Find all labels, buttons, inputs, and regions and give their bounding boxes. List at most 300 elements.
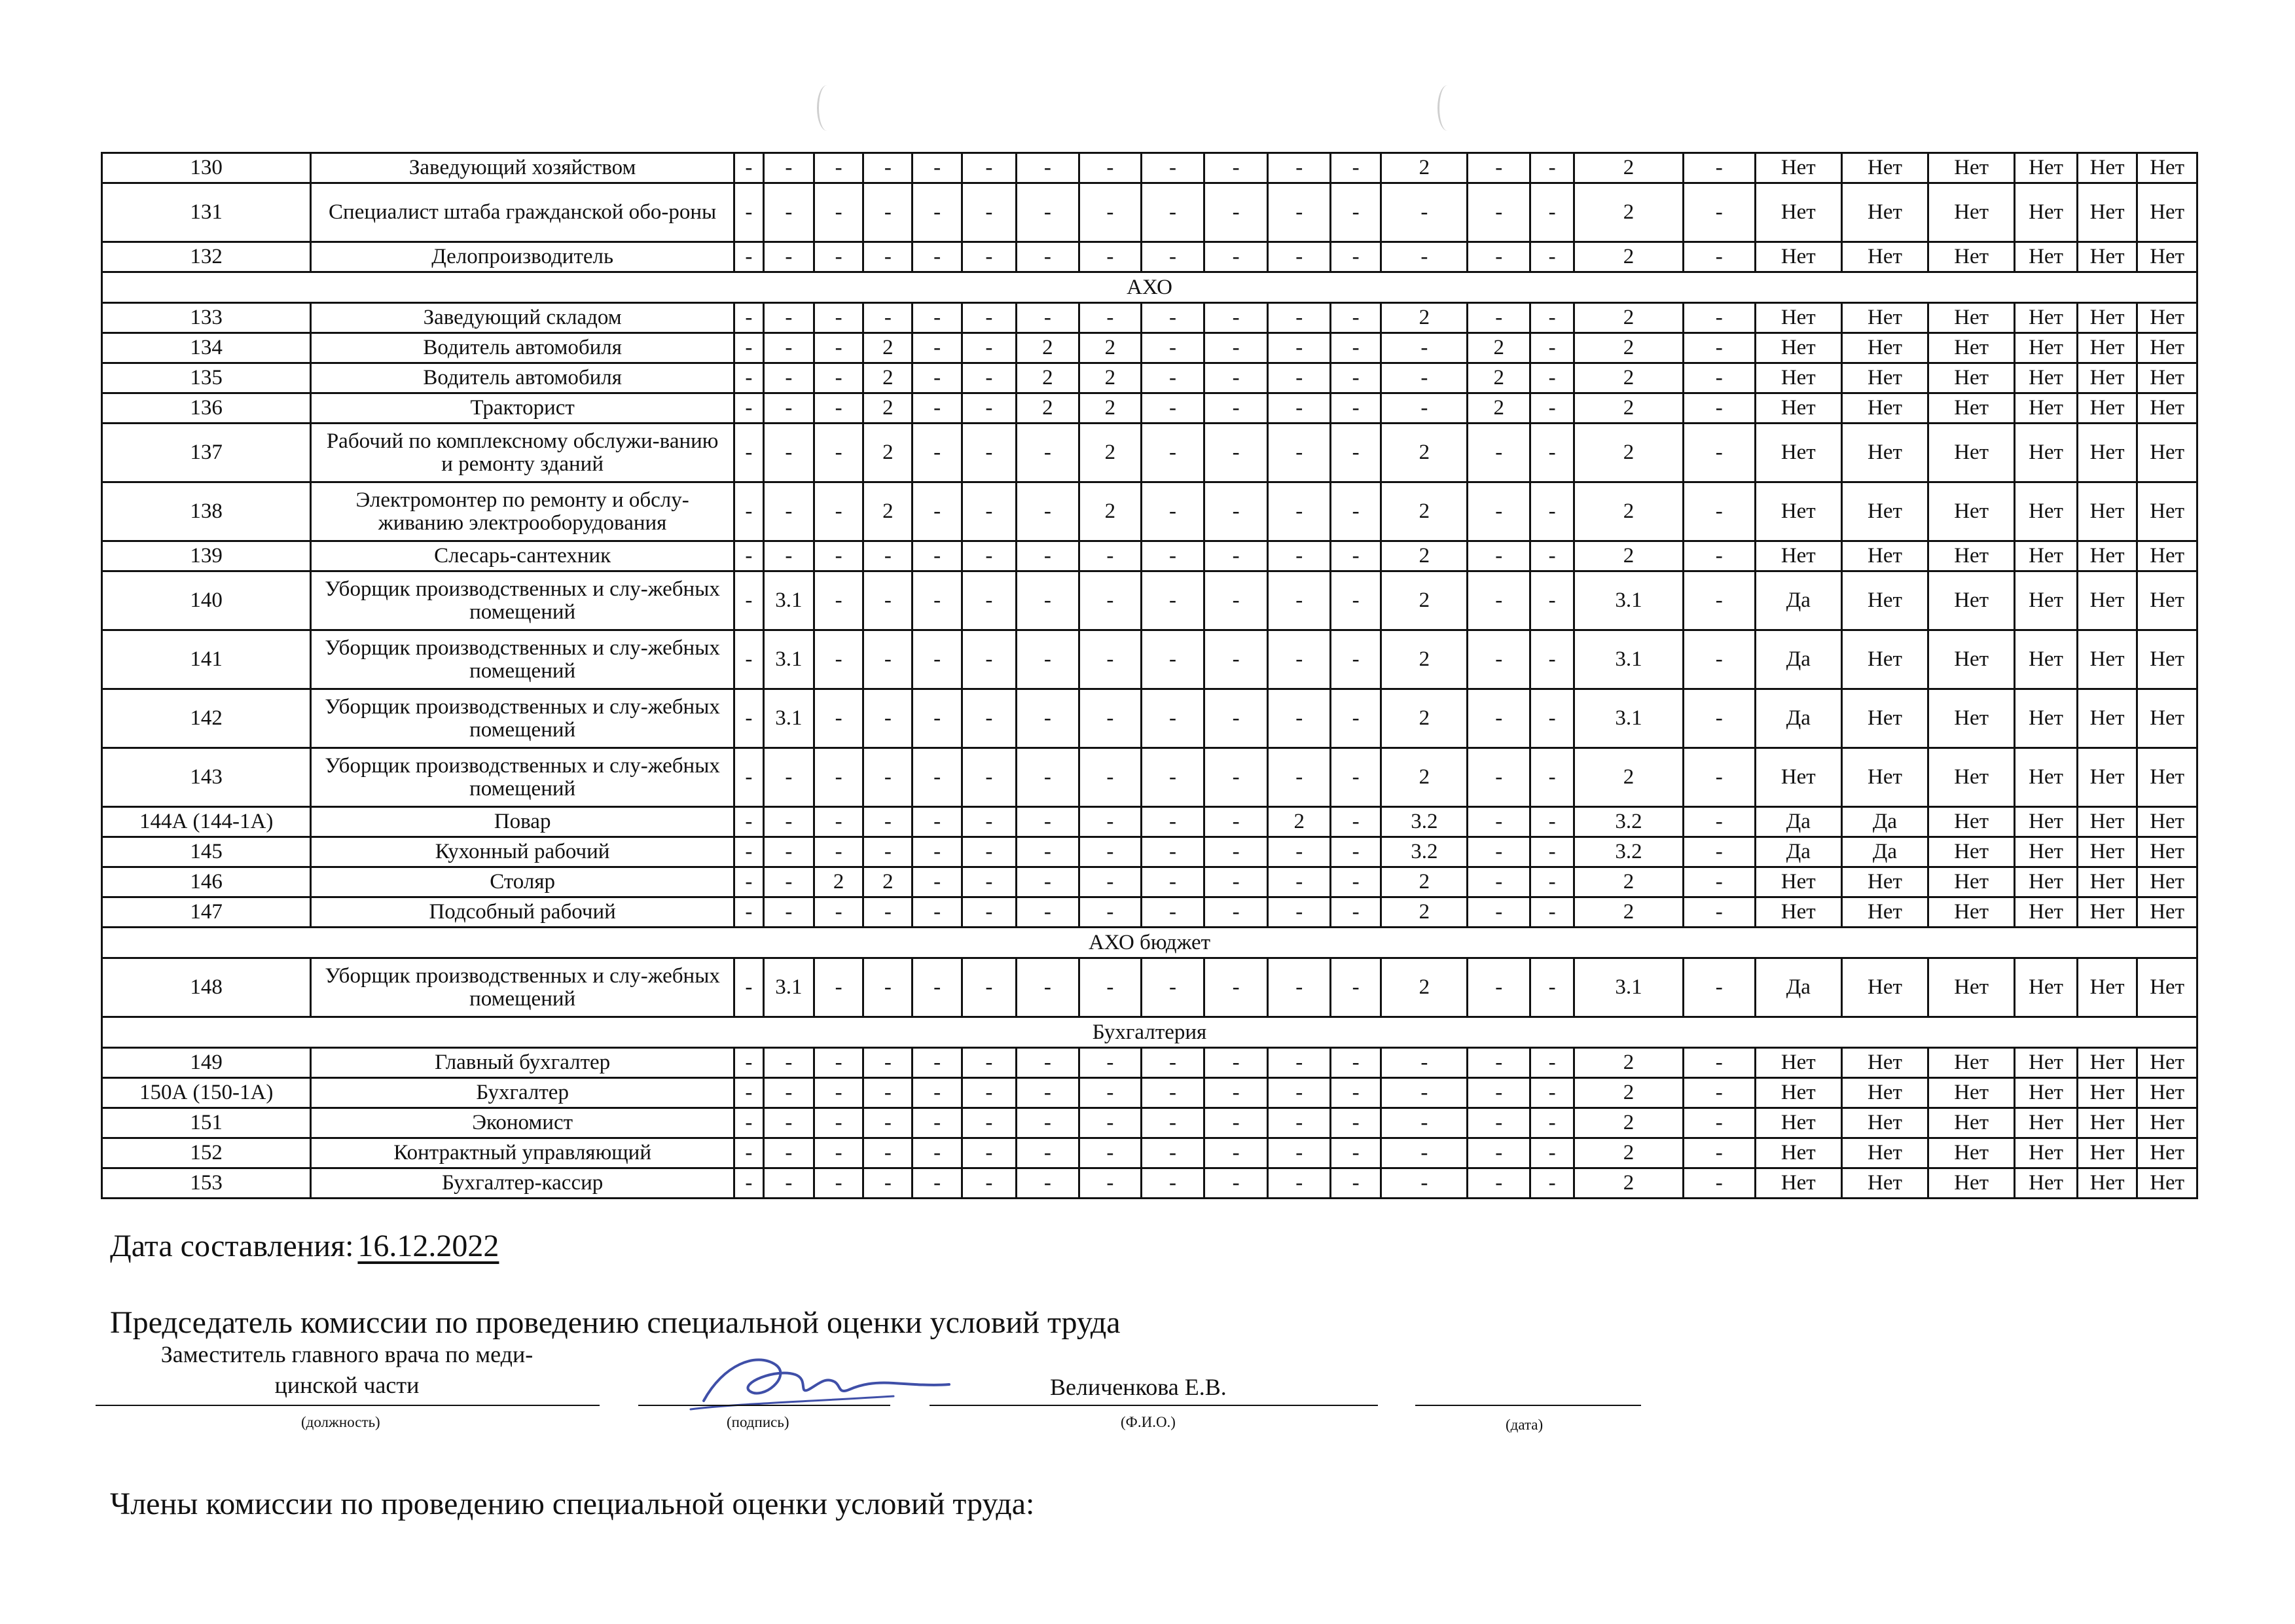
value-cell: - <box>1017 303 1079 333</box>
value-cell: 2 <box>1574 1078 1684 1108</box>
date-line <box>1415 1405 1641 1406</box>
table-row <box>102 807 2197 837</box>
value-cell: Нет <box>1928 303 2015 333</box>
value-cell: - <box>1683 807 1755 837</box>
value-cell: - <box>1683 393 1755 424</box>
value-cell: - <box>1683 1048 1755 1078</box>
value-cell: 3.2 <box>1574 807 1684 837</box>
value-cell: Нет <box>1928 482 2015 541</box>
value-cell: - <box>1468 1048 1530 1078</box>
value-cell: - <box>1530 630 1574 689</box>
value-cell: Нет <box>2137 363 2197 393</box>
value-cell: Нет <box>2137 183 2197 242</box>
value-cell: - <box>962 393 1016 424</box>
value-cell: - <box>1142 630 1204 689</box>
value-cell: - <box>1683 897 1755 928</box>
value-cell: Нет <box>1755 1078 1841 1108</box>
value-cell: - <box>962 242 1016 272</box>
value-cell: Нет <box>2015 153 2078 183</box>
value-cell: 2 <box>863 867 913 897</box>
value-cell: - <box>1142 333 1204 363</box>
value-cell: Нет <box>1841 393 1928 424</box>
value-cell: Нет <box>1928 571 2015 630</box>
value-cell: Нет <box>2077 1078 2137 1108</box>
value-cell: Да <box>1755 807 1841 837</box>
value-cell: Нет <box>1928 333 2015 363</box>
value-cell: - <box>962 1108 1016 1138</box>
row-number-cell: 148 <box>102 958 311 1017</box>
value-cell: - <box>1079 897 1142 928</box>
value-cell: - <box>913 1138 962 1168</box>
value-cell: Нет <box>2137 571 2197 630</box>
value-cell: - <box>814 541 863 571</box>
value-cell: - <box>1204 1108 1268 1138</box>
value-cell: Нет <box>2015 748 2078 807</box>
position-name-cell: Кухонный рабочий <box>311 837 734 867</box>
value-cell: - <box>1079 689 1142 748</box>
table-row <box>102 183 2197 242</box>
value-cell: - <box>1530 1048 1574 1078</box>
position-name-cell: Бухгалтер-кассир <box>311 1168 734 1199</box>
value-cell: 2 <box>1381 748 1468 807</box>
value-cell: Нет <box>2015 242 2078 272</box>
value-cell: - <box>1204 571 1268 630</box>
value-cell: - <box>763 807 814 837</box>
value-cell: Нет <box>2137 153 2197 183</box>
value-cell: Нет <box>1928 153 2015 183</box>
row-number-cell: 143 <box>102 748 311 807</box>
scan-artifact <box>817 85 837 131</box>
value-cell: 2 <box>1574 482 1684 541</box>
value-cell: Нет <box>1841 333 1928 363</box>
position-name-cell: Уборщик производственных и слу-жебных помещений <box>311 689 734 748</box>
value-cell: - <box>962 958 1016 1017</box>
value-cell: Нет <box>1841 748 1928 807</box>
value-cell: - <box>962 183 1016 242</box>
value-cell: Нет <box>1755 303 1841 333</box>
value-cell: - <box>734 303 763 333</box>
value-cell: - <box>1530 689 1574 748</box>
value-cell: - <box>962 1078 1016 1108</box>
table-row <box>102 482 2197 541</box>
value-cell: - <box>913 571 962 630</box>
value-cell: - <box>1079 303 1142 333</box>
value-cell: - <box>1079 541 1142 571</box>
value-cell: - <box>734 807 763 837</box>
value-cell: - <box>763 424 814 482</box>
position-name-cell: Тракторист <box>311 393 734 424</box>
value-cell: - <box>763 1078 814 1108</box>
value-cell: Нет <box>1928 541 2015 571</box>
members-heading: Члены комиссии по проведению специальной оценки условий труда: <box>110 1487 1035 1521</box>
value-cell: - <box>1381 1168 1468 1199</box>
value-cell: 2 <box>1381 958 1468 1017</box>
value-cell: Да <box>1755 958 1841 1017</box>
value-cell: - <box>1530 837 1574 867</box>
value-cell: - <box>1530 424 1574 482</box>
value-cell: Нет <box>2137 424 2197 482</box>
value-cell: - <box>1017 1108 1079 1138</box>
value-cell: Нет <box>1841 541 1928 571</box>
row-number-cell: 151 <box>102 1108 311 1138</box>
value-cell: - <box>1017 541 1079 571</box>
value-cell: - <box>1142 1168 1204 1199</box>
value-cell: Нет <box>2077 897 2137 928</box>
value-cell: - <box>814 837 863 867</box>
value-cell: - <box>863 183 913 242</box>
value-cell: Нет <box>2077 748 2137 807</box>
value-cell: - <box>1268 837 1331 867</box>
value-cell: Да <box>1841 837 1928 867</box>
value-cell: Нет <box>1928 1078 2015 1108</box>
value-cell: - <box>763 541 814 571</box>
value-cell: 2 <box>1381 541 1468 571</box>
section-row <box>102 272 2197 303</box>
value-cell: - <box>863 242 913 272</box>
value-cell: - <box>1468 689 1530 748</box>
value-cell: - <box>814 1168 863 1199</box>
value-cell: Нет <box>1928 748 2015 807</box>
value-cell: - <box>1330 1168 1381 1199</box>
position-name-cell: Подсобный рабочий <box>311 897 734 928</box>
value-cell: - <box>863 571 913 630</box>
value-cell: 2 <box>1017 333 1079 363</box>
value-cell: - <box>962 153 1016 183</box>
value-cell: - <box>1530 482 1574 541</box>
value-cell: - <box>1330 689 1381 748</box>
value-cell: - <box>1468 1108 1530 1138</box>
value-cell: - <box>1204 689 1268 748</box>
value-cell: - <box>863 303 913 333</box>
value-cell: - <box>1468 1138 1530 1168</box>
value-cell: - <box>962 303 1016 333</box>
value-cell: - <box>1683 1078 1755 1108</box>
position-name-cell: Главный бухгалтер <box>311 1048 734 1078</box>
value-cell: - <box>1017 837 1079 867</box>
value-cell: - <box>1204 424 1268 482</box>
position-name-cell: Уборщик производственных и слу-жебных помещений <box>311 958 734 1017</box>
value-cell: - <box>814 1138 863 1168</box>
value-cell: Да <box>1755 630 1841 689</box>
value-cell: Нет <box>2077 363 2137 393</box>
value-cell: - <box>863 630 913 689</box>
value-cell: - <box>814 333 863 363</box>
chairman-position-line1: Заместитель главного врача по меди- <box>160 1341 533 1367</box>
position-name-cell: Уборщик производственных и слу-жебных помещений <box>311 748 734 807</box>
value-cell: - <box>734 571 763 630</box>
value-cell: - <box>1683 363 1755 393</box>
value-cell: - <box>962 541 1016 571</box>
value-cell: Нет <box>2077 333 2137 363</box>
value-cell: - <box>1142 958 1204 1017</box>
value-cell: 2 <box>1574 1168 1684 1199</box>
value-cell: Нет <box>2077 630 2137 689</box>
value-cell: 2 <box>1468 363 1530 393</box>
value-cell: Нет <box>1755 424 1841 482</box>
value-cell: Нет <box>1928 1138 2015 1168</box>
value-cell: 2 <box>1574 1108 1684 1138</box>
value-cell: - <box>1468 303 1530 333</box>
value-cell: - <box>1204 333 1268 363</box>
table-row <box>102 748 2197 807</box>
row-number-cell: 142 <box>102 689 311 748</box>
value-cell: 3.2 <box>1381 837 1468 867</box>
value-cell: Нет <box>2077 958 2137 1017</box>
value-cell: - <box>913 303 962 333</box>
value-cell: - <box>913 630 962 689</box>
value-cell: - <box>1468 424 1530 482</box>
value-cell: Нет <box>1755 867 1841 897</box>
value-cell: - <box>962 867 1016 897</box>
section-label: Бухгалтерия <box>102 1017 2197 1048</box>
value-cell: - <box>962 748 1016 807</box>
value-cell: Нет <box>1841 1168 1928 1199</box>
value-cell: - <box>1017 242 1079 272</box>
date-value: 16.12.2022 <box>357 1229 499 1263</box>
value-cell: - <box>814 153 863 183</box>
value-cell: - <box>734 333 763 363</box>
value-cell: - <box>1530 1168 1574 1199</box>
value-cell: - <box>1204 958 1268 1017</box>
value-cell: - <box>1017 958 1079 1017</box>
value-cell: - <box>1530 303 1574 333</box>
value-cell: - <box>763 837 814 867</box>
value-cell: - <box>814 363 863 393</box>
value-cell: - <box>1268 153 1331 183</box>
value-cell: - <box>814 482 863 541</box>
value-cell: - <box>1079 242 1142 272</box>
value-cell: Нет <box>1928 1048 2015 1078</box>
value-cell: - <box>763 1108 814 1138</box>
value-cell: Нет <box>1755 183 1841 242</box>
value-cell: Нет <box>2077 1168 2137 1199</box>
value-cell: - <box>1468 242 1530 272</box>
value-cell: - <box>1268 1108 1331 1138</box>
value-cell: - <box>1268 867 1331 897</box>
value-cell: - <box>1530 958 1574 1017</box>
value-cell: - <box>913 1168 962 1199</box>
value-cell: - <box>1683 482 1755 541</box>
value-cell: - <box>1017 183 1079 242</box>
value-cell: Нет <box>1755 748 1841 807</box>
value-cell: - <box>1142 1048 1204 1078</box>
row-number-cell: 147 <box>102 897 311 928</box>
value-cell: - <box>1330 1048 1381 1078</box>
value-cell: 2 <box>1574 333 1684 363</box>
value-cell: Нет <box>2015 1168 2078 1199</box>
value-cell: Нет <box>1755 363 1841 393</box>
table-row <box>102 837 2197 867</box>
value-cell: - <box>763 482 814 541</box>
value-cell: Нет <box>2015 303 2078 333</box>
value-cell: - <box>1079 837 1142 867</box>
value-cell: - <box>962 424 1016 482</box>
value-cell: - <box>1268 303 1331 333</box>
row-number-cell: 136 <box>102 393 311 424</box>
value-cell: - <box>1079 183 1142 242</box>
value-cell: Нет <box>2137 1168 2197 1199</box>
value-cell: - <box>763 303 814 333</box>
value-cell: Нет <box>1755 541 1841 571</box>
position-name-cell: Бухгалтер <box>311 1078 734 1108</box>
value-cell: - <box>734 482 763 541</box>
value-cell: - <box>1142 153 1204 183</box>
value-cell: - <box>1530 807 1574 837</box>
value-cell: - <box>863 1138 913 1168</box>
value-cell: - <box>1683 958 1755 1017</box>
value-cell: - <box>1268 424 1331 482</box>
row-number-cell: 137 <box>102 424 311 482</box>
value-cell: - <box>1268 748 1331 807</box>
value-cell: - <box>962 689 1016 748</box>
value-cell: Нет <box>1928 1108 2015 1138</box>
value-cell: - <box>913 1078 962 1108</box>
value-cell: 3.1 <box>763 958 814 1017</box>
value-cell: - <box>1204 867 1268 897</box>
chairman-signature <box>678 1339 952 1424</box>
value-cell: Нет <box>1755 333 1841 363</box>
value-cell: 2 <box>1079 424 1142 482</box>
value-cell: Да <box>1841 807 1928 837</box>
value-cell: - <box>1330 807 1381 837</box>
value-cell: Нет <box>1841 630 1928 689</box>
value-cell: Нет <box>2015 897 2078 928</box>
value-cell: - <box>962 363 1016 393</box>
value-cell: - <box>913 393 962 424</box>
value-cell: Нет <box>2077 837 2137 867</box>
value-cell: - <box>1142 393 1204 424</box>
row-number-cell: 132 <box>102 242 311 272</box>
value-cell: Нет <box>2077 1108 2137 1138</box>
value-cell: Нет <box>1928 630 2015 689</box>
value-cell: 2 <box>1574 1048 1684 1078</box>
value-cell: Нет <box>2015 363 2078 393</box>
value-cell: - <box>1142 1138 1204 1168</box>
value-cell: - <box>1017 807 1079 837</box>
table-row <box>102 424 2197 482</box>
value-cell: 2 <box>1574 897 1684 928</box>
value-cell: Нет <box>1755 897 1841 928</box>
value-cell: - <box>1204 748 1268 807</box>
value-cell: - <box>1683 242 1755 272</box>
position-name-cell: Уборщик производственных и слу-жебных помещений <box>311 630 734 689</box>
value-cell: - <box>763 333 814 363</box>
row-number-cell: 144А (144-1А) <box>102 807 311 837</box>
value-cell: - <box>734 424 763 482</box>
value-cell: - <box>734 837 763 867</box>
value-cell: - <box>1079 1108 1142 1138</box>
value-cell: Нет <box>1755 393 1841 424</box>
chairman-heading: Председатель комиссии по проведению специальной оценки условий труда <box>110 1305 1121 1340</box>
value-cell: Нет <box>1841 1078 1928 1108</box>
table-row <box>102 1078 2197 1108</box>
value-cell: 2 <box>1017 363 1079 393</box>
value-cell: - <box>1204 482 1268 541</box>
value-cell: - <box>1381 1108 1468 1138</box>
value-cell: Нет <box>1841 424 1928 482</box>
value-cell: - <box>1017 1078 1079 1108</box>
value-cell: 2 <box>1381 303 1468 333</box>
value-cell: 2 <box>1574 748 1684 807</box>
value-cell: - <box>1330 242 1381 272</box>
value-cell: - <box>1079 867 1142 897</box>
value-cell: - <box>1142 571 1204 630</box>
value-cell: - <box>1330 333 1381 363</box>
value-cell: - <box>1683 867 1755 897</box>
value-cell: Нет <box>1928 867 2015 897</box>
value-cell: - <box>734 1168 763 1199</box>
value-cell: - <box>1079 748 1142 807</box>
value-cell: - <box>1683 333 1755 363</box>
value-cell: 2 <box>1381 630 1468 689</box>
table-row <box>102 897 2197 928</box>
value-cell: - <box>814 1108 863 1138</box>
value-cell: - <box>1204 1138 1268 1168</box>
value-cell: - <box>1330 837 1381 867</box>
value-cell: 2 <box>1574 303 1684 333</box>
value-cell: - <box>763 748 814 807</box>
value-cell: - <box>1268 242 1331 272</box>
value-cell: - <box>1468 958 1530 1017</box>
value-cell: Нет <box>1841 571 1928 630</box>
value-cell: - <box>1683 541 1755 571</box>
value-cell: Нет <box>2137 1138 2197 1168</box>
value-cell: - <box>1204 183 1268 242</box>
value-cell: - <box>1142 897 1204 928</box>
value-cell: - <box>734 363 763 393</box>
value-cell: - <box>1530 153 1574 183</box>
value-cell: 2 <box>863 424 913 482</box>
value-cell: 2 <box>1381 867 1468 897</box>
value-cell: - <box>1381 1078 1468 1108</box>
value-cell: Нет <box>1841 958 1928 1017</box>
row-number-cell: 131 <box>102 183 311 242</box>
value-cell: - <box>1079 807 1142 837</box>
row-number-cell: 133 <box>102 303 311 333</box>
value-cell: - <box>1204 1168 1268 1199</box>
position-line <box>96 1405 600 1406</box>
value-cell: Нет <box>1841 867 1928 897</box>
value-cell: - <box>1330 482 1381 541</box>
value-cell: Нет <box>2015 183 2078 242</box>
value-cell: - <box>734 541 763 571</box>
value-cell: - <box>1017 1168 1079 1199</box>
position-name-cell: Заведующий хозяйством <box>311 153 734 183</box>
value-cell: - <box>913 748 962 807</box>
caption-position: (должность) <box>301 1414 380 1430</box>
value-cell: - <box>962 807 1016 837</box>
value-cell: Нет <box>2015 689 2078 748</box>
value-cell: Нет <box>2137 867 2197 897</box>
row-number-cell: 138 <box>102 482 311 541</box>
value-cell: - <box>763 183 814 242</box>
value-cell: Нет <box>2077 807 2137 837</box>
table-row <box>102 1108 2197 1138</box>
value-cell: - <box>1330 748 1381 807</box>
value-cell: Нет <box>1928 689 2015 748</box>
value-cell: - <box>1530 867 1574 897</box>
value-cell: - <box>1530 541 1574 571</box>
value-cell: - <box>763 1048 814 1078</box>
value-cell: 3.1 <box>1574 630 1684 689</box>
value-cell: - <box>814 897 863 928</box>
value-cell: Нет <box>1755 1168 1841 1199</box>
value-cell: Нет <box>1928 807 2015 837</box>
position-name-cell: Заведующий складом <box>311 303 734 333</box>
value-cell: - <box>1079 571 1142 630</box>
position-name-cell: Экономист <box>311 1108 734 1138</box>
value-cell: 2 <box>1574 424 1684 482</box>
